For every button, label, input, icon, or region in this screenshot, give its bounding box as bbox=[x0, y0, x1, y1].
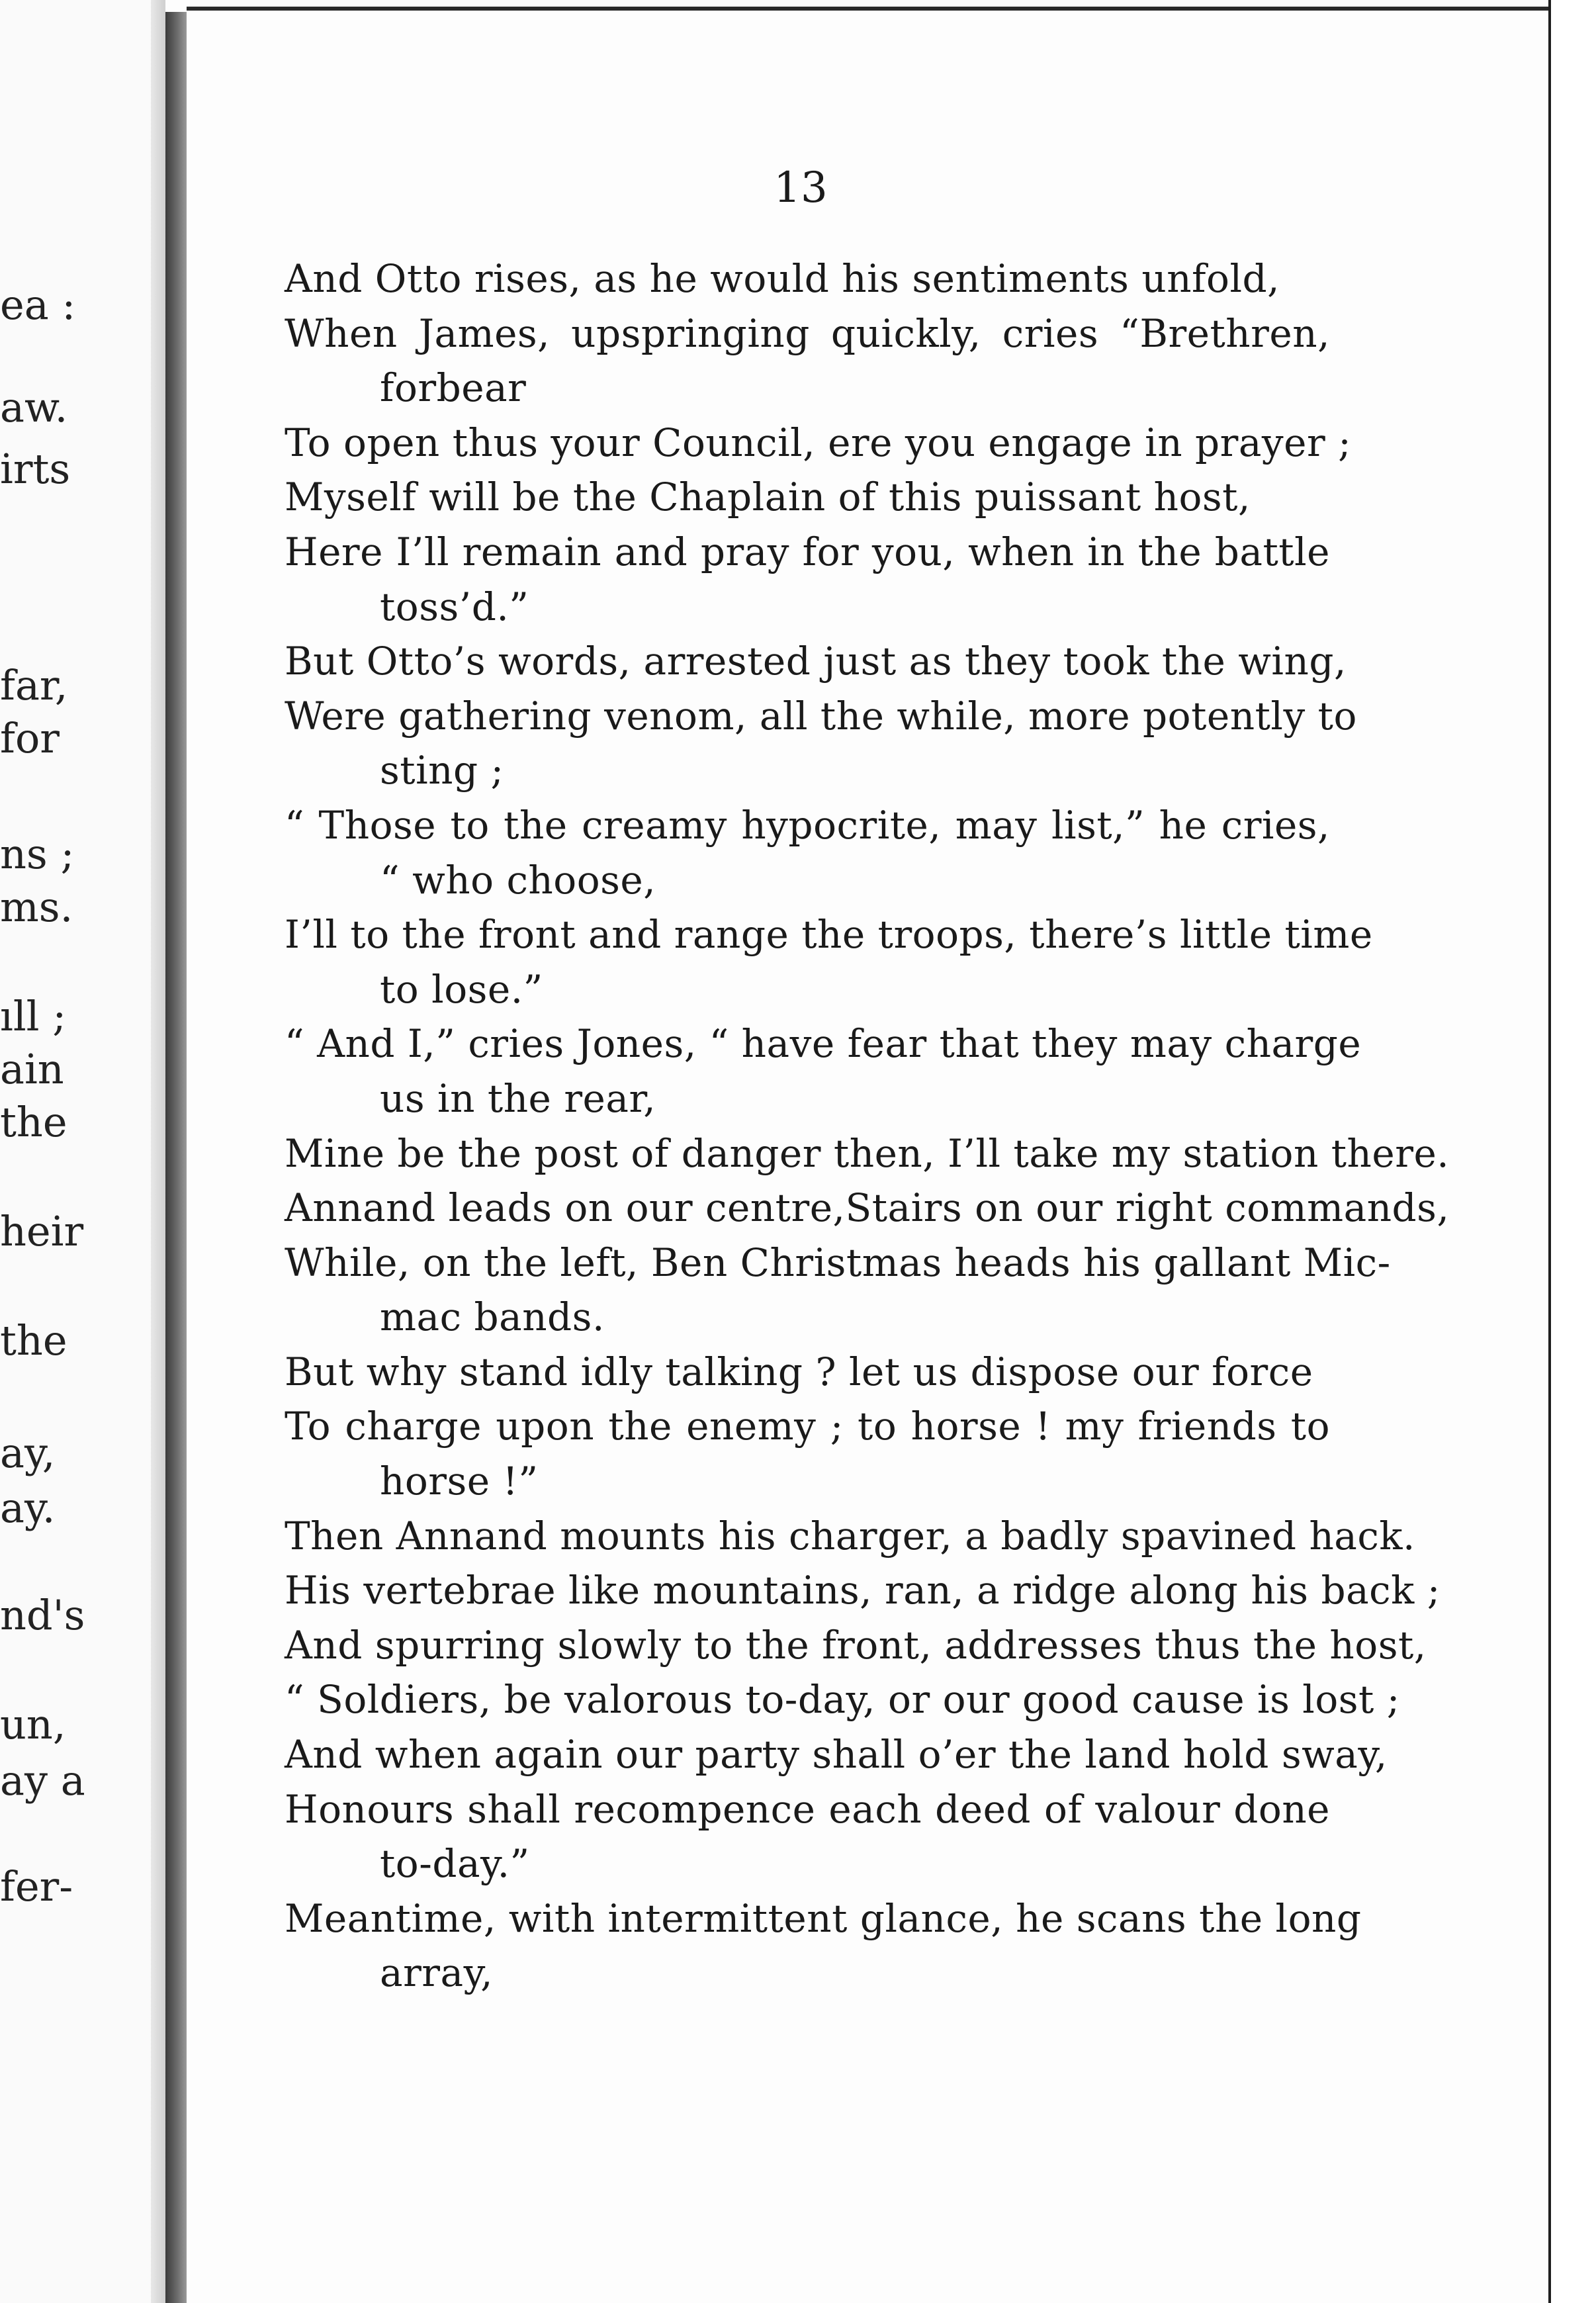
text-line: mac bands. bbox=[380, 1294, 605, 1340]
previous-page-fragment: the bbox=[0, 1316, 67, 1365]
previous-page-fragment: ms. bbox=[0, 883, 73, 931]
text-line: array, bbox=[380, 1950, 494, 1996]
previous-page-fragment: ıll ; bbox=[0, 992, 67, 1040]
text-line: “ Soldiers, be valorous to-day, or our good cause is lost ; bbox=[285, 1677, 1400, 1723]
previous-page-fragment: ain bbox=[0, 1045, 64, 1093]
previous-page-fragment: aw. bbox=[0, 383, 68, 431]
text-line: To charge upon the enemy ; to horse ! my friends to bbox=[285, 1404, 1330, 1449]
text-line: Then Annand mounts his charger, a badly spavined hack. bbox=[285, 1513, 1415, 1558]
text-line: And Otto rises, as he would his sentiments unfold, bbox=[285, 256, 1280, 301]
text-line: While, on the left, Ben Christmas heads his gallant Mic- bbox=[285, 1240, 1391, 1285]
previous-page-fragment: nd's bbox=[0, 1591, 85, 1639]
previous-page-fragment: ay a bbox=[0, 1756, 85, 1805]
previous-page-fragment: ay. bbox=[0, 1484, 56, 1532]
text-line: Mine be the post of danger then, I’ll take my station there. bbox=[285, 1130, 1450, 1176]
text-line: I’ll to the front and range the troops, there’s little time bbox=[285, 912, 1373, 958]
text-line: Here I’ll remain and pray for you, when in the battle bbox=[285, 529, 1330, 574]
previous-page-fragment: ea : bbox=[0, 281, 76, 329]
text-line: us in the rear, bbox=[380, 1075, 656, 1121]
page-right-edge bbox=[1548, 0, 1596, 2303]
text-line: When James, upspringing quickly, cries “Brethren, bbox=[285, 310, 1330, 356]
text-line: And when again our party shall o’er the land hold sway, bbox=[285, 1732, 1388, 1778]
text-line: Were gathering venom, all the while, more potently to bbox=[285, 693, 1357, 739]
text-line: His vertebrae like mountains, ran, a ridge along his back ; bbox=[285, 1568, 1441, 1613]
text-line: toss’d.” bbox=[380, 584, 529, 629]
previous-page-fragment: ay, bbox=[0, 1429, 56, 1477]
text-line: “ who choose, bbox=[380, 857, 656, 903]
page-top-edge bbox=[187, 7, 1551, 11]
previous-page-fragment: for bbox=[0, 714, 60, 762]
text-line: Honours shall recompence each deed of valour done bbox=[285, 1786, 1330, 1832]
text-line: To open thus your Council, ere you engage in prayer ; bbox=[285, 420, 1352, 465]
text-line: horse !” bbox=[380, 1459, 539, 1504]
previous-page-fragment: un, bbox=[0, 1700, 66, 1748]
poem-text bbox=[285, 251, 1450, 2001]
text-line: “ Those to the creamy hypocrite, may list,” he cries, bbox=[285, 802, 1330, 848]
previous-page bbox=[0, 0, 159, 2303]
text-line: And spurring slowly to the front, addresses thus the host, bbox=[285, 1622, 1427, 1668]
text-line: forbear bbox=[380, 365, 527, 411]
previous-page-fragment: irts bbox=[0, 445, 71, 493]
previous-page-fragment: heir bbox=[0, 1207, 84, 1255]
text-line: sting ; bbox=[380, 748, 504, 793]
text-line: But why stand idly talking ? let us dispose our force bbox=[285, 1349, 1313, 1394]
text-line: Meantime, with intermittent glance, he scans the long bbox=[285, 1895, 1362, 1941]
previous-page-fragment: far, bbox=[0, 661, 68, 709]
previous-page-fragment: ns ; bbox=[0, 830, 75, 878]
previous-page-fragment: the bbox=[0, 1098, 67, 1146]
previous-page-fragment: fer- bbox=[0, 1862, 73, 1911]
text-line: to-day.” bbox=[380, 1841, 530, 1887]
book-gutter bbox=[165, 12, 187, 2303]
text-line: Myself will be the Chaplain of this puissant host, bbox=[285, 474, 1251, 520]
previous-page-edge bbox=[151, 0, 165, 2303]
text-line: to lose.” bbox=[380, 966, 543, 1012]
text-line: “ And I,” cries Jones, “ have fear that they may charge bbox=[285, 1021, 1362, 1067]
text-line: But Otto’s words, arrested just as they took the wing, bbox=[285, 639, 1347, 684]
text-line: Annand leads on our centre,Stairs on our right commands, bbox=[285, 1185, 1450, 1231]
page-number: 13 bbox=[774, 163, 828, 212]
